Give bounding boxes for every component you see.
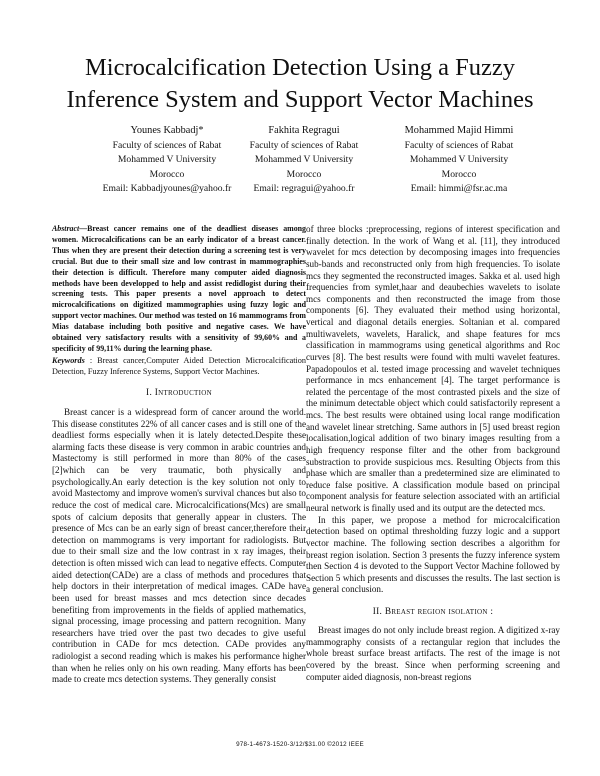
section-numeral: II. [372,607,383,617]
abstract-label: Abstract [52,224,80,233]
abstract-text: —Breast cancer remains one of the deadliest diseases among women. Microcalcifications can be an early indicator of a breast cancer. Thus when they are present their detection during a screening test is very crucial. But due to their small size and low contrast in mammographies their detection is difficult. Therefore many computer aided diagnosis methods have been developped to help and assist redidlogist during their screening tests. This paper presents a novel approach to detect microcalcifications on digitized mammographies using fuzzy logic and support vector machines. Our method was tested on 16 mammograms from Mias database including both positive and negative cases. We have obtained very satisfactory results with a sensitivity of 99,60% and a specificity of 99,11% during the learning phase. [52,224,306,353]
paper-title: Microcalcification Detection Using a Fuzzy Inference System and Support Vector Machines [66,54,534,113]
author-university: Mohammed V University [409,154,509,166]
author-affiliation: Faculty of sciences of Rabat [249,139,359,151]
author-country: Morocco [286,168,322,180]
author-affiliation: Faculty of sciences of Rabat [112,139,222,151]
left-column [52,224,306,686]
author-name: Fakhita Regragui [268,125,340,136]
keywords-text: : Breast cancer,Computer Aided Detection Microcalcification Detection, Fuzzy Inference Systems, Support Vector Machines. [52,355,306,376]
author-affiliation: Faculty of sciences of Rabat [404,139,514,151]
author-university: Mohammed V University [254,154,354,166]
intro-paragraph: Breast cancer is a widespread form of cancer around the world. This disease constitutes 22% of all cancer cases and is still one of the deadliest forms especially when it is lately detected.Despite these alarming facts these disease is very common in arabic countries and Mastectomy is still performed in more than 80% of the cases [2]which can be very traumatic, both physically and psychologically.An early detection is the key solution not only to avoid Mastectomy and improve women's survival chances but also to reduce the cost of medical care. Microcalcifications(Mcs) are small spots of calcium deposits that generally appear in clusters. The presence of Mcs can be an early sign of breast cancer,therefore their detection on mammograms is very important for radiologists. But due to their small size and the low contrast in x ray images, their detection is often missed wich can lead to negative effects. Computer aided detection(CADe) are a class of methods and procedures that help doctors in their interpretation of medical images. CADe have been used for breast masses and mcs detection since decades benefiting from improvements in the fields of applied mathematics, signal processing, image processing and pattern recognition. Many researchers have tried over the past two decades to give useful contribution in CADe for mcs detection. CADe provides any radiologist a second reading which is makes his performance higher than when he relies only on his own reading. Many efforts has been made to create mcs detection systems. They generally consist [52,406,306,685]
body-paragraph: Breast images do not only include breast region. A digitized x-ray mammography consists of a rectangular region that includes the whole breast surface breast artifacts. The rest of the image is not covered by the breast. Since when performing screening and computer aided diagnosis, non-breast regions [306,625,560,682]
section-title: Introduction [154,387,212,398]
abstract [52,224,306,355]
author-country: Morocco [441,168,477,180]
body-paragraph: In this paper, we propose a method for microcalcification detection based on optimal thresholding fuzzy logic and a support vector machine. The following section describes a algorithm for breast region isolation. Section 3 presents the fuzzy inference system then Section 4 is devoted to the Support Vector Machine followed by Section 5 which presents and discusses the results. The last section is a general conclusion. [306,514,560,595]
author-name: Mohammed Majid Himmi [404,125,514,136]
author-email: Email: himmi@fsr.ac.ma [410,183,508,195]
section-heading-breast-region-isolation [306,606,560,618]
keywords [52,355,306,377]
section-title: Breast region isolation : [384,607,494,617]
author-email: Email: regragui@yahoo.fr [253,183,355,195]
right-column [306,224,560,683]
author-name: Younes Kabbadj* [130,125,204,136]
author-email: Email: Kabbadjyounes@yahoo.fr [102,183,232,195]
section-heading-introduction [52,387,306,399]
section-numeral: I. [146,387,153,398]
author-university: Mohammed V University [117,154,217,166]
keywords-label: Keywords [52,355,85,365]
author-country: Morocco [149,168,185,180]
author-3 [359,124,559,197]
copyright-footer: 978-1-4673-1520-3/12/$31.00 ©2012 IEEE [236,741,364,748]
body-paragraph: of three blocks :preprocessing, regions of interest specification and finally detection. In the work of Wang et al. [11], they introduced wavelet for mcs detection by decomposing images into frequencies sub-bands and reconstructed only from high frequencies. To isolate mcs they segmented the reconstructed images. Sakka et al. used high frequencies from symlet,haar and deaubechies wavelets to isolate mcs components and then reconstructed the image from those components [6]. They evaluated their method using horizontal, vertical and diagonal details energies. Soltanian et al. compared multiwavelets, wavelets, Haralick, and shape features for mcs classification in mammograms using genetical algorithms and Roc curves [8]. The best results were found with multi wavelet features. Papadopoulos et al. tested image processing and wavelet techniques performance in mcs enhancement [4]. The target performance is related the percentage of the most contrasted pixels and the size of the minimum detectable object which could satisfactorily represent a mcs. The best results were obtained using local range modification and wavelet linear stretching. Same authors in [5] used breast region localisation,logical addition of two binary images resulting from a high frequency response filter and the other from background substraction to provide suspicious mcs. Resulting Objects from this phase which are smaller than a predetermined size are eliminated to reduce false positive. A classification module based on principal component analysis for feature selection associated with an artificial neural network is finally used and its output are the detected mcs. [306,224,560,513]
